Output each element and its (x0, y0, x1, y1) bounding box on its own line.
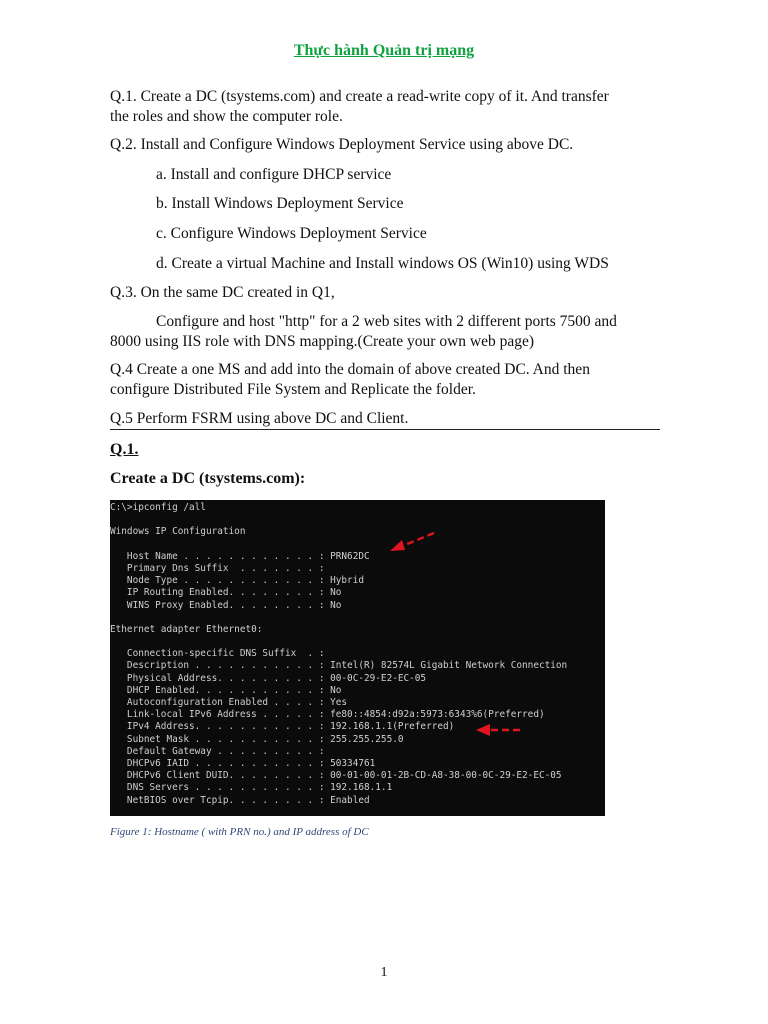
terminal-line: IP Routing Enabled. . . . . . . . : No (110, 587, 342, 599)
terminal-line: Autoconfiguration Enabled . . . . : Yes (110, 697, 348, 708)
question-3: Q.3. On the same DC created in Q1, (110, 284, 335, 301)
terminal-line: DHCPv6 Client DUID. . . . . . . . : 00-01-00-01-2B-CD-A8-38-00-0C-29-E2-EC-05 (110, 770, 562, 782)
terminal-line (110, 636, 567, 648)
section-heading: Q.1. (110, 441, 139, 458)
page-title: Thực hành Quản trị mạng (293, 42, 475, 59)
terminal-line (110, 539, 567, 551)
section-subheading: Create a DC (tsystems.com): (110, 470, 306, 487)
question-2-item-b: b. Install Windows Deployment Service (156, 195, 404, 212)
terminal-line: Link-local IPv6 Address . . . . . : fe80::4854:d92a:5973:6343%6(Preferred) (110, 709, 545, 721)
question-4-line-2: configure Distributed File System and Replicate the folder. (110, 381, 476, 398)
question-5: Q.5 Perform FSRM using above DC and Client. (110, 410, 409, 427)
terminal-line: Host Name . . . . . . . . . . . . : PRN62DC (110, 550, 370, 562)
question-1-line-1: Q.1. Create a DC (tsystems.com) and create a read-write copy of it. And transfer (110, 88, 609, 105)
question-1-line-2: the roles and show the computer role. (110, 108, 343, 125)
question-1 (110, 87, 670, 127)
question-2-item-a: a. Install and configure DHCP service (156, 166, 392, 183)
terminal-line: Ethernet adapter Ethernet0: (110, 623, 263, 635)
horizontal-divider (110, 429, 660, 430)
terminal-line (110, 514, 567, 526)
terminal-line: Node Type . . . . . . . . . . . . : Hybrid (110, 575, 364, 587)
terminal-line: DHCPv6 IAID . . . . . . . . . . . : 50334761 (110, 757, 376, 769)
question-4 (110, 360, 670, 400)
terminal-line: DHCP Enabled. . . . . . . . . . . : No (110, 684, 342, 696)
terminal-line: Connection-specific DNS Suffix . : (110, 648, 325, 660)
terminal-output (110, 502, 567, 807)
terminal-line: Physical Address. . . . . . . . . : 00-0C-29-E2-EC-05 (110, 672, 427, 684)
red-arrow-icon-ipv4 (474, 722, 522, 738)
question-2-item-d: d. Create a virtual Machine and Install windows OS (Win10) using WDS (156, 255, 609, 272)
command-prompt-screenshot (110, 500, 605, 816)
terminal-line: Primary Dns Suffix . . . . . . . : (110, 562, 325, 574)
terminal-line: Windows IP Configuration (110, 526, 246, 538)
terminal-line: Subnet Mask . . . . . . . . . . . : 255.255.255.0 (110, 733, 404, 745)
question-2-item-c: c. Configure Windows Deployment Service (156, 225, 427, 242)
figure-caption: Figure 1: Hostname ( with PRN no.) and IP address of DC (110, 826, 369, 838)
terminal-line: IPv4 Address. . . . . . . . . . . : 192.168.1.1(Preferred) (110, 721, 455, 733)
question-3-detail (110, 312, 670, 352)
terminal-line (110, 612, 567, 624)
question-2: Q.2. Install and Configure Windows Deployment Service using above DC. (110, 136, 574, 153)
question-3-detail-line-2: 8000 using IIS role with DNS mapping.(Create your own web page) (110, 333, 535, 350)
red-arrow-icon-hostname (388, 530, 438, 554)
terminal-line: NetBIOS over Tcpip. . . . . . . . : Enabled (110, 794, 370, 806)
question-3-detail-line-1: Configure and host "http" for a 2 web sites with 2 different ports 7500 and (156, 313, 617, 330)
page-number: 1 (380, 965, 388, 980)
terminal-line: C:\>ipconfig /all (110, 502, 206, 513)
terminal-line: Description . . . . . . . . . . . : Intel(R) 82574L Gigabit Network Connection (110, 660, 568, 672)
question-4-line-1: Q.4 Create a one MS and add into the domain of above created DC. And then (110, 361, 590, 378)
terminal-line: DNS Servers . . . . . . . . . . . : 192.168.1.1 (110, 782, 393, 794)
terminal-line: Default Gateway . . . . . . . . . : (110, 745, 325, 757)
terminal-line: WINS Proxy Enabled. . . . . . . . : No (110, 599, 342, 611)
